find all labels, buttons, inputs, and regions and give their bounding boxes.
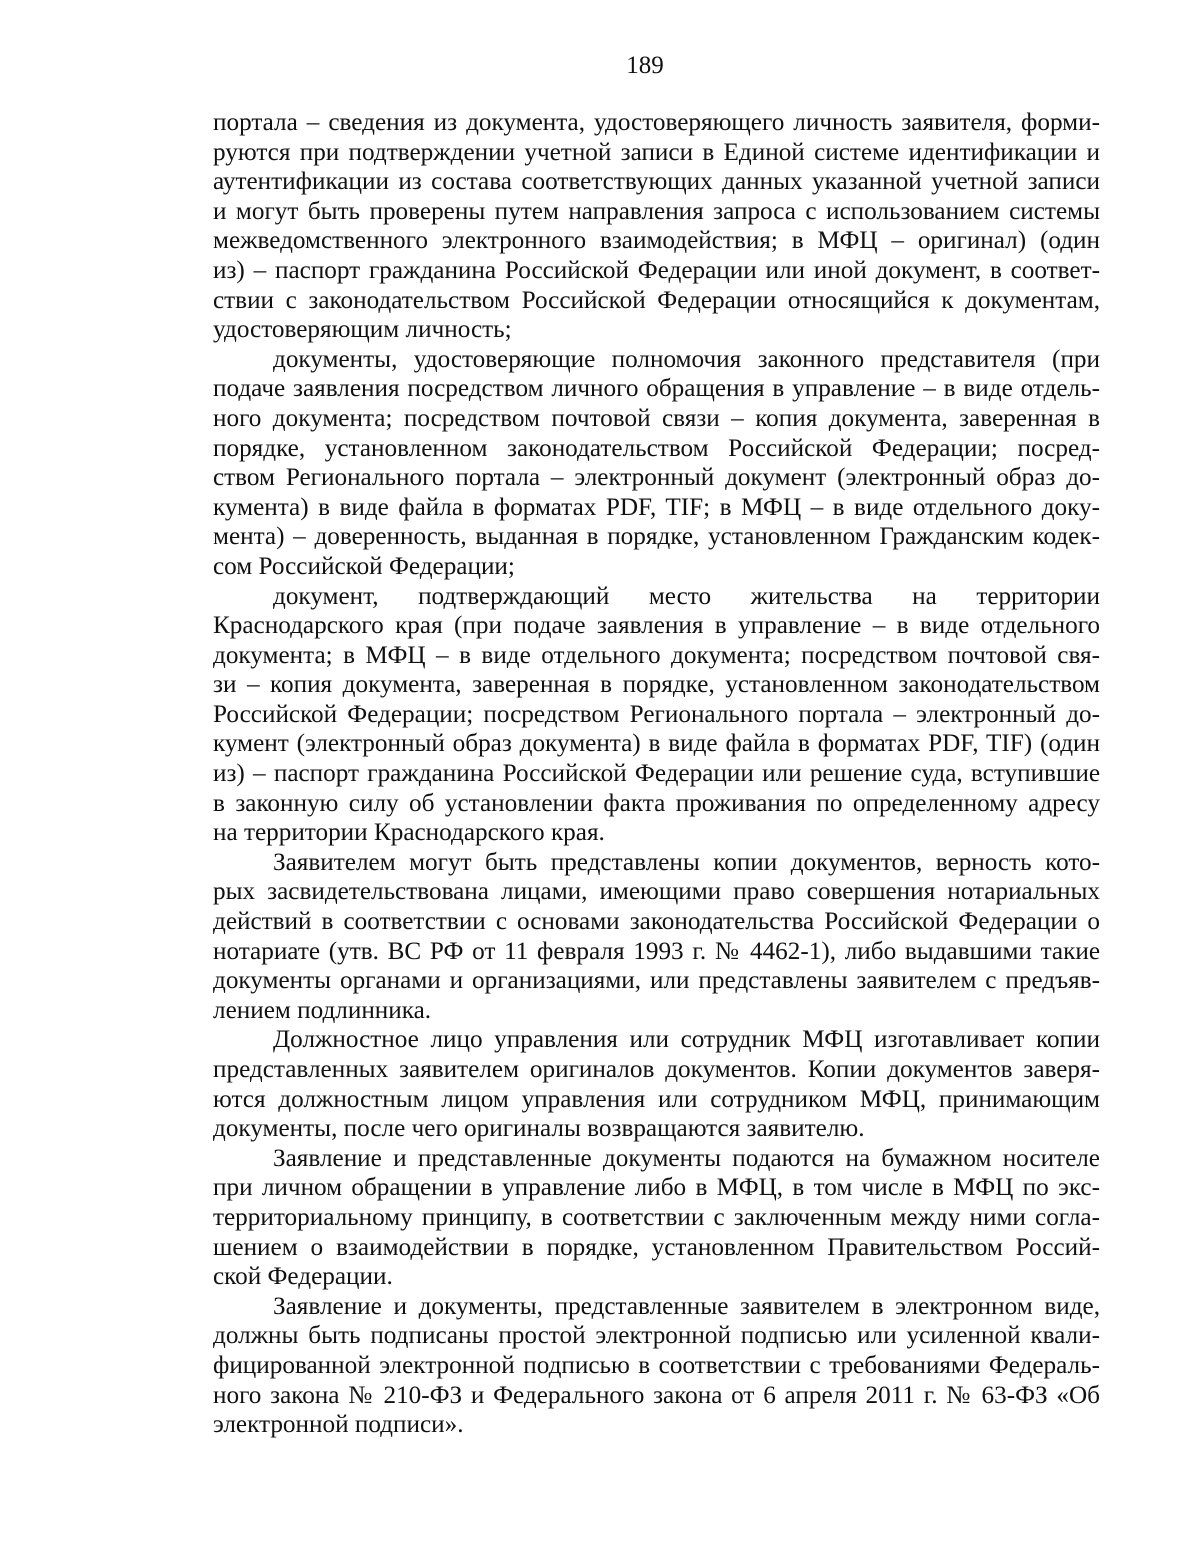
text-line: ются должностным лицом управления или сотрудником МФЦ, принимающим [213, 1085, 1100, 1113]
text-line: лением подлинника. [213, 996, 432, 1024]
document-body [213, 108, 1100, 1440]
paragraph [213, 1144, 1100, 1292]
text-line: и могут быть проверены путем направления запроса с использованием системы [213, 197, 1100, 225]
text-line: документы, после чего оригиналы возвращаются заявителю. [213, 1115, 865, 1143]
text-line: зи – копия документа, заверенная в порядке, установленном законодательством [213, 671, 1100, 699]
text-line: документы, удостоверяющие полномочия законного представителя (при [273, 345, 1100, 373]
text-line: мента) – доверенность, выданная в порядке, установленном Гражданским кодек- [213, 523, 1100, 551]
text-line: руются при подтверждении учетной записи в Единой системе идентификации и [213, 138, 1100, 166]
text-line: на территории Краснодарского края. [213, 819, 605, 847]
text-line: аутентификации из состава соответствующих данных указанной учетной записи [213, 168, 1100, 196]
text-line: Должностное лицо управления или сотрудник МФЦ изготавливает копии [273, 1026, 1100, 1054]
text-line: кумента) в виде файла в форматах PDF, TIF; в МФЦ – в виде отдельного доку- [213, 493, 1100, 521]
paragraph [213, 582, 1100, 848]
text-line: электронной подписи». [213, 1411, 464, 1439]
text-line: представленных заявителем оригиналов документов. Копии документов заверя- [213, 1056, 1100, 1083]
text-line: при личном обращении в управление либо в МФЦ, в том числе в МФЦ по экс- [213, 1174, 1100, 1202]
text-line: межведомственного электронного взаимодействия; в МФЦ – оригинал) (один [213, 227, 1100, 255]
text-line: документа; в МФЦ – в виде отдельного документа; посредством почтовой свя- [213, 641, 1100, 669]
text-line: фицированной электронной подписью в соответствии с требованиями Федераль- [213, 1351, 1100, 1379]
paragraph [213, 1292, 1100, 1440]
text-line: из) – паспорт гражданина Российской Федерации или решение суда, вступившие [213, 760, 1100, 788]
text-line: территориальному принципу, в соответствии с заключенным между ними согла- [213, 1203, 1100, 1231]
paragraph [213, 1025, 1100, 1143]
text-line: действий в соответствии с основами законодательства Российской Федерации о [213, 908, 1100, 936]
text-line: в законную силу об установлении факта проживания по определенному адресу [213, 789, 1100, 817]
text-line: нотариате (утв. ВС РФ от 11 февраля 1993 г. № 4462-1), либо выдавшими такие [213, 937, 1100, 965]
text-line: ного закона № 210-ФЗ и Федерального закона от 6 апреля 2011 г. № 63-ФЗ «Об [213, 1381, 1100, 1409]
text-line: ством Регионального портала – электронный документ (электронный образ до- [213, 464, 1100, 492]
text-line: ствии с законодательством Российской Федерации относящийся к документам, [213, 286, 1100, 314]
paragraph [213, 345, 1100, 582]
text-line: документ, подтверждающий место жительства на территории [273, 582, 1100, 610]
text-line: сом Российской Федерации; [213, 552, 515, 580]
text-line: Заявление и документы, представленные заявителем в электронном виде, [273, 1292, 1100, 1320]
text-line: шением о взаимодействии в порядке, установленном Правительством Россий- [213, 1233, 1100, 1261]
text-line: Российской Федерации; посредством Регионального портала – электронный до- [213, 700, 1100, 728]
text-line: рых засвидетельствована лицами, имеющими право совершения нотариальных [213, 878, 1100, 906]
text-line: удостоверяющим личность; [213, 316, 512, 344]
text-line: порядке, установленном законодательством Российской Федерации; посред- [213, 434, 1100, 462]
text-line: ской Федерации. [213, 1263, 393, 1291]
paragraph [213, 848, 1100, 1026]
page-number: 189 [626, 52, 664, 79]
text-line: ного документа; посредством почтовой связи – копия документа, заверенная в [213, 404, 1100, 432]
text-line: Заявителем могут быть представлены копии документов, верность кото- [273, 848, 1100, 876]
text-line: Краснодарского края (при подаче заявления в управление – в виде отдельного [213, 612, 1100, 640]
paragraph [213, 108, 1100, 345]
text-line: портала – сведения из документа, удостоверяющего личность заявителя, форми- [213, 109, 1100, 136]
text-line: Заявление и представленные документы подаются на бумажном носителе [273, 1144, 1100, 1172]
text-line: из) – паспорт гражданина Российской Федерации или иной документ, в соответ- [213, 256, 1100, 284]
text-line: документы органами и организациями, или представлены заявителем с предъяв- [213, 967, 1100, 995]
text-line: кумент (электронный образ документа) в виде файла в форматах PDF, TIF) (один [213, 730, 1100, 758]
text-line: подаче заявления посредством личного обращения в управление – в виде отдель- [213, 375, 1100, 403]
text-line: должны быть подписаны простой электронной подписью или усиленной квали- [213, 1322, 1100, 1350]
